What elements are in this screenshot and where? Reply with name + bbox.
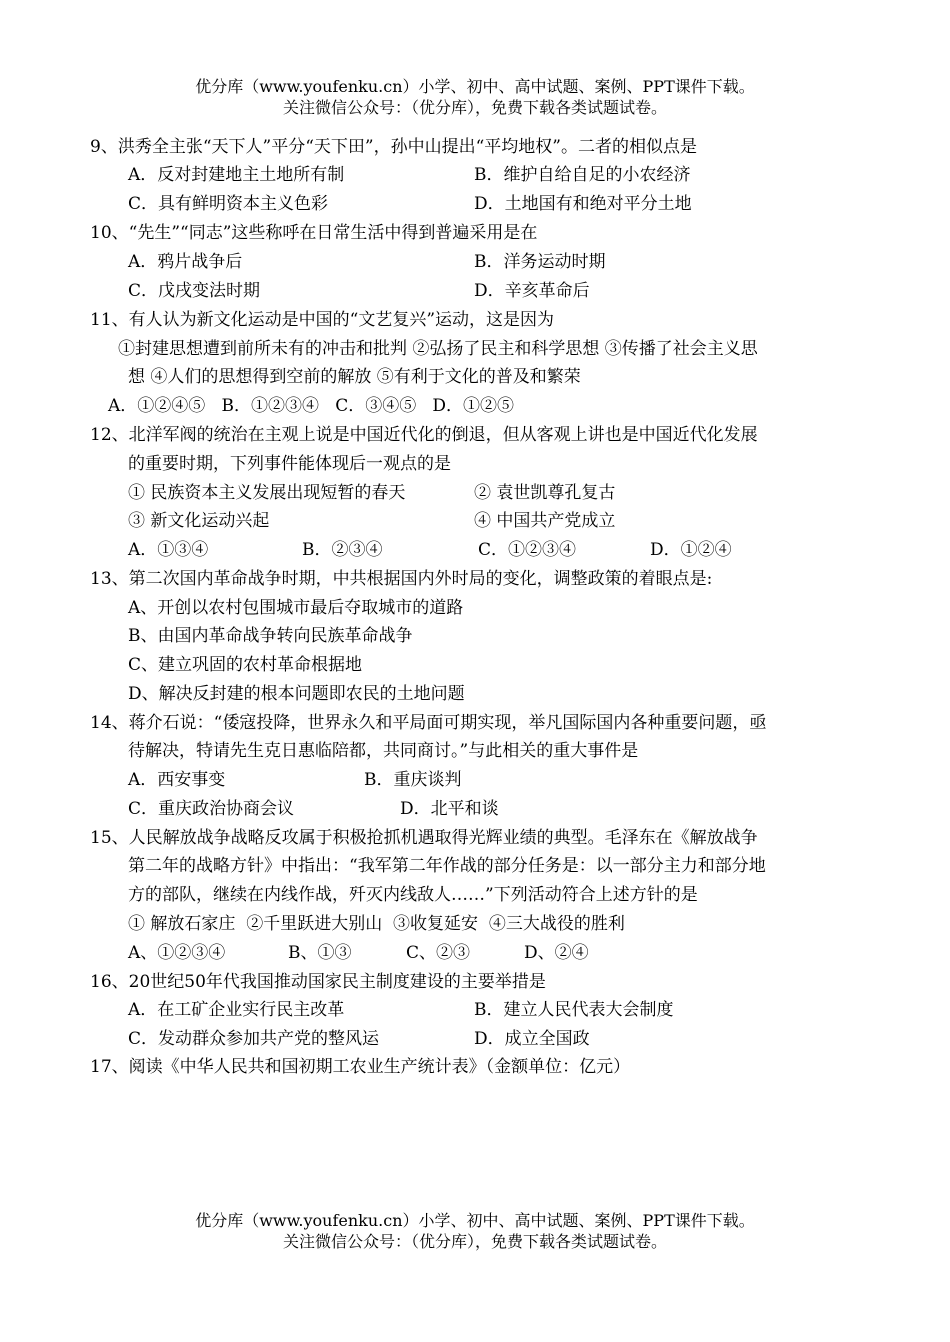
q10-option-b: B．洋务运动时期 — [474, 252, 606, 272]
page-footer — [0, 1210, 950, 1252]
q12-stem-line-2: 的重要时期，下列事件能体现后一观点的是 — [128, 454, 451, 474]
q16-option-b: B．建立人民代表大会制度 — [474, 1000, 674, 1020]
q10-option-a: A．鸦片战争后 — [128, 252, 243, 272]
q15-items: ① 解放石家庄 ②千里跃进大别山 ③收复延安 ④三大战役的胜利 — [128, 914, 625, 934]
q10-stem: 10、“先生”“同志”这些称呼在日常生活中得到普遍采用是在 — [90, 223, 538, 243]
footer-line-1: 优分库（www.youfenku.cn）小学、初中、高中试题、案例、PPT课件下载。 — [195, 1211, 755, 1230]
q14-stem-line-1: 14、蒋介石说：“倭寇投降，世界永久和平局面可期实现，举凡国际国内各种重要问题，亟 — [90, 713, 767, 733]
q12-option-a: A．①③④ — [128, 540, 209, 560]
q15-stem-line-3: 方的部队，继续在内线作战，歼灭内线敌人……”下列活动符合上述方针的是 — [128, 885, 698, 905]
q15-stem-line-1: 15、人民解放战争战略反攻属于积极抢抓机遇取得光辉业绩的典型。毛泽东在《解放战争 — [90, 828, 758, 848]
q12-option-d: D．①②④ — [650, 540, 732, 560]
q11-stem: 11、有人认为新文化运动是中国的“文艺复兴”运动，这是因为 — [90, 310, 555, 330]
q9-stem: 9、洪秀全主张“天下人”平分“天下田”，孙中山提出“平均地权”。二者的相似点是 — [90, 137, 697, 157]
q13-option-d: D、解决反封建的根本问题即农民的土地问题 — [128, 684, 465, 704]
q13-option-b: B、由国内革命战争转向民族革命战争 — [128, 626, 413, 646]
q9-option-c: C．具有鲜明资本主义色彩 — [128, 194, 329, 214]
q15-option-c: C、②③ — [406, 943, 471, 963]
q15-option-d: D、②④ — [524, 943, 589, 963]
q11-items-line-1: ①封建思想遭到前所未有的冲击和批判 ②弘扬了民主和科学思想 ③传播了社会主义思 — [118, 339, 758, 359]
q14-option-c: C．重庆政治协商会议 — [128, 799, 295, 819]
header-line-2: 关注微信公众号：（优分库），免费下载各类试题试卷。 — [282, 98, 667, 117]
q9-option-b: B．维护自给自足的小农经济 — [474, 165, 691, 185]
q11-options: A．①②④⑤ B．①②③④ C．③④⑤ D．①②⑤ — [108, 396, 515, 416]
q16-option-a: A．在工矿企业实行民主改革 — [128, 1000, 345, 1020]
q14-option-b: B．重庆谈判 — [364, 770, 462, 790]
page-header — [0, 76, 950, 118]
q16-option-d: D．成立全国政 — [474, 1029, 590, 1049]
q12-option-c: C．①②③④ — [478, 540, 577, 560]
q13-option-c: C、建立巩固的农村革命根据地 — [128, 655, 363, 675]
q9-option-a: A．反对封建地主土地所有制 — [128, 165, 345, 185]
q9-option-d: D．土地国有和绝对平分土地 — [474, 194, 692, 214]
q12-item-3: ③ 新文化运动兴起 — [128, 511, 270, 531]
footer-line-2: 关注微信公众号：（优分库），免费下载各类试题试卷。 — [282, 1232, 667, 1251]
q15-option-a: A、①②③④ — [128, 943, 226, 963]
q14-stem-line-2: 待解决，特请先生克日惠临陪都，共同商讨。”与此相关的重大事件是 — [128, 741, 639, 761]
q12-option-b: B．②③④ — [302, 540, 383, 560]
q13-stem: 13、第二次国内革命战争时期，中共根据国内外时局的变化，调整政策的着眼点是: — [90, 569, 713, 589]
q16-stem: 16、20世纪50年代我国推动国家民主制度建设的主要举措是 — [90, 972, 546, 992]
header-line-1: 优分库（www.youfenku.cn）小学、初中、高中试题、案例、PPT课件下载。 — [195, 77, 755, 96]
q12-item-4: ④ 中国共产党成立 — [474, 511, 616, 531]
q10-option-c: C．戊戌变法时期 — [128, 281, 261, 301]
q12-item-1: ① 民族资本主义发展出现短暂的春天 — [128, 483, 406, 503]
q12-stem-line-1: 12、北洋军阀的统治在主观上说是中国近代化的倒退，但从客观上讲也是中国近代化发展 — [90, 425, 758, 445]
q13-option-a: A、开创以农村包围城市最后夺取城市的道路 — [128, 598, 464, 618]
q15-stem-line-2: 第二年的战略方针》中指出：“我军第二年作战的部分任务是：以一部分主力和部分地 — [128, 856, 766, 876]
q12-item-2: ② 袁世凯尊孔复古 — [474, 483, 616, 503]
q16-option-c: C．发动群众参加共产党的整风运 — [128, 1029, 380, 1049]
q14-option-a: A．西安事变 — [128, 770, 226, 790]
q15-option-b: B、①③ — [288, 943, 352, 963]
q14-option-d: D．北平和谈 — [400, 799, 499, 819]
q10-option-d: D．辛亥革命后 — [474, 281, 590, 301]
q17-stem: 17、阅读《中华人民共和国初期工农业生产统计表》（金额单位：亿元） — [90, 1057, 631, 1077]
q11-items-line-2: 想 ④人们的思想得到空前的解放 ⑤有利于文化的普及和繁荣 — [128, 367, 581, 387]
